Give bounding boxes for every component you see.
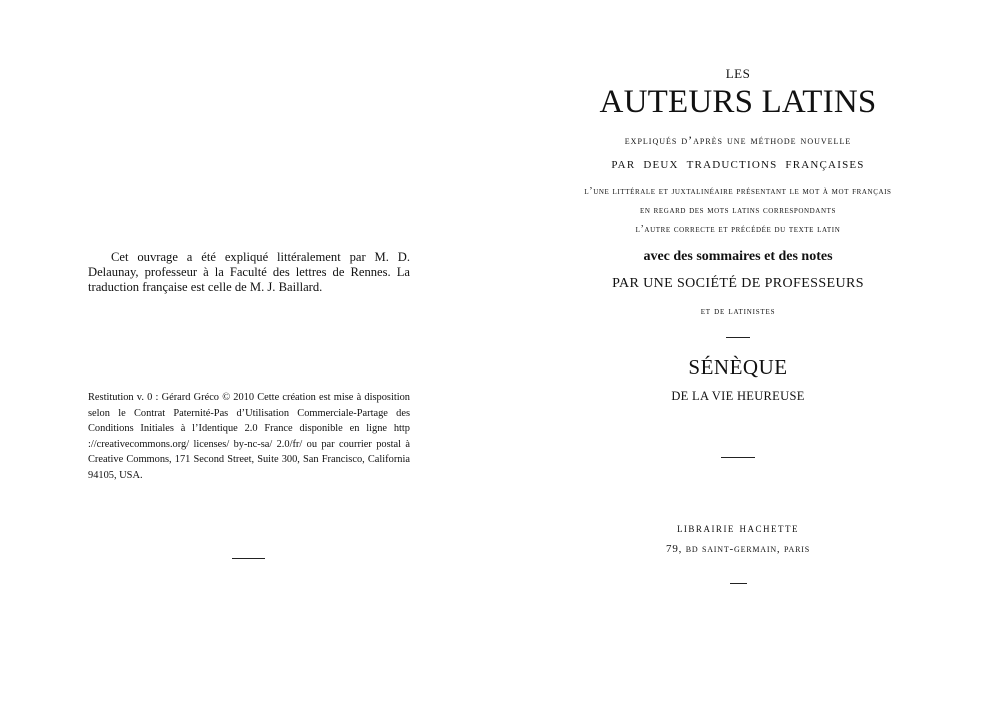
author-name: SÉNÈQUE [688, 355, 788, 379]
publisher-address: 79, bd saint-germain, paris [666, 543, 810, 555]
left-page-rule [232, 558, 265, 559]
description-line-3: l’autre correcte et précédée du texte latin [635, 224, 841, 235]
society-line: PAR UNE SOCIÉTÉ DE PROFESSEURS [612, 276, 864, 291]
series-article: LES [725, 66, 751, 81]
summaries-notes-line: avec des sommaires et des notes [643, 249, 833, 264]
series-title: AUTEURS LATINS [599, 84, 877, 120]
title-rule-2 [721, 457, 755, 458]
title-rule-1 [726, 337, 750, 338]
publisher-name: librairie hachette [676, 521, 800, 535]
method-subtitle: expliqués d’après une méthode nouvelle [624, 133, 852, 147]
title-page [496, 0, 992, 702]
latinists-line: et de latinistes [700, 306, 776, 317]
description-line-2: en regard des mots latins correspondants [640, 205, 836, 216]
work-title: DE LA VIE HEUREUSE [671, 389, 805, 403]
license-notice: Restitution v. 0 : Gérard Gréco © 2010 Cette création est mise à disposition selon le Contrat Paternité-Pas d’Utilisation Commerciale-Partage des Conditions Initiales à l’Identique 2.0 France disponible en ligne http ://creativecommons.org/ licenses/ by-nc-sa/ 2.0/fr/ ou par courrier postal à Creative Commons, 171 Second Street, Suite 300, San Francisco, California 94105, USA. [88, 392, 410, 481]
title-rule-3 [730, 583, 747, 584]
translations-subtitle: par deux traductions françaises [611, 156, 865, 172]
translation-credit: Cet ouvrage a été expliqué littéralement par M. D. Delaunay, professeur à la Faculté des lettres de Rennes. La traduction française est celle de M. J. Baillard. [88, 250, 410, 294]
description-line-1: l’une littérale et juxtalinéaire présentant le mot à mot français [584, 186, 892, 197]
